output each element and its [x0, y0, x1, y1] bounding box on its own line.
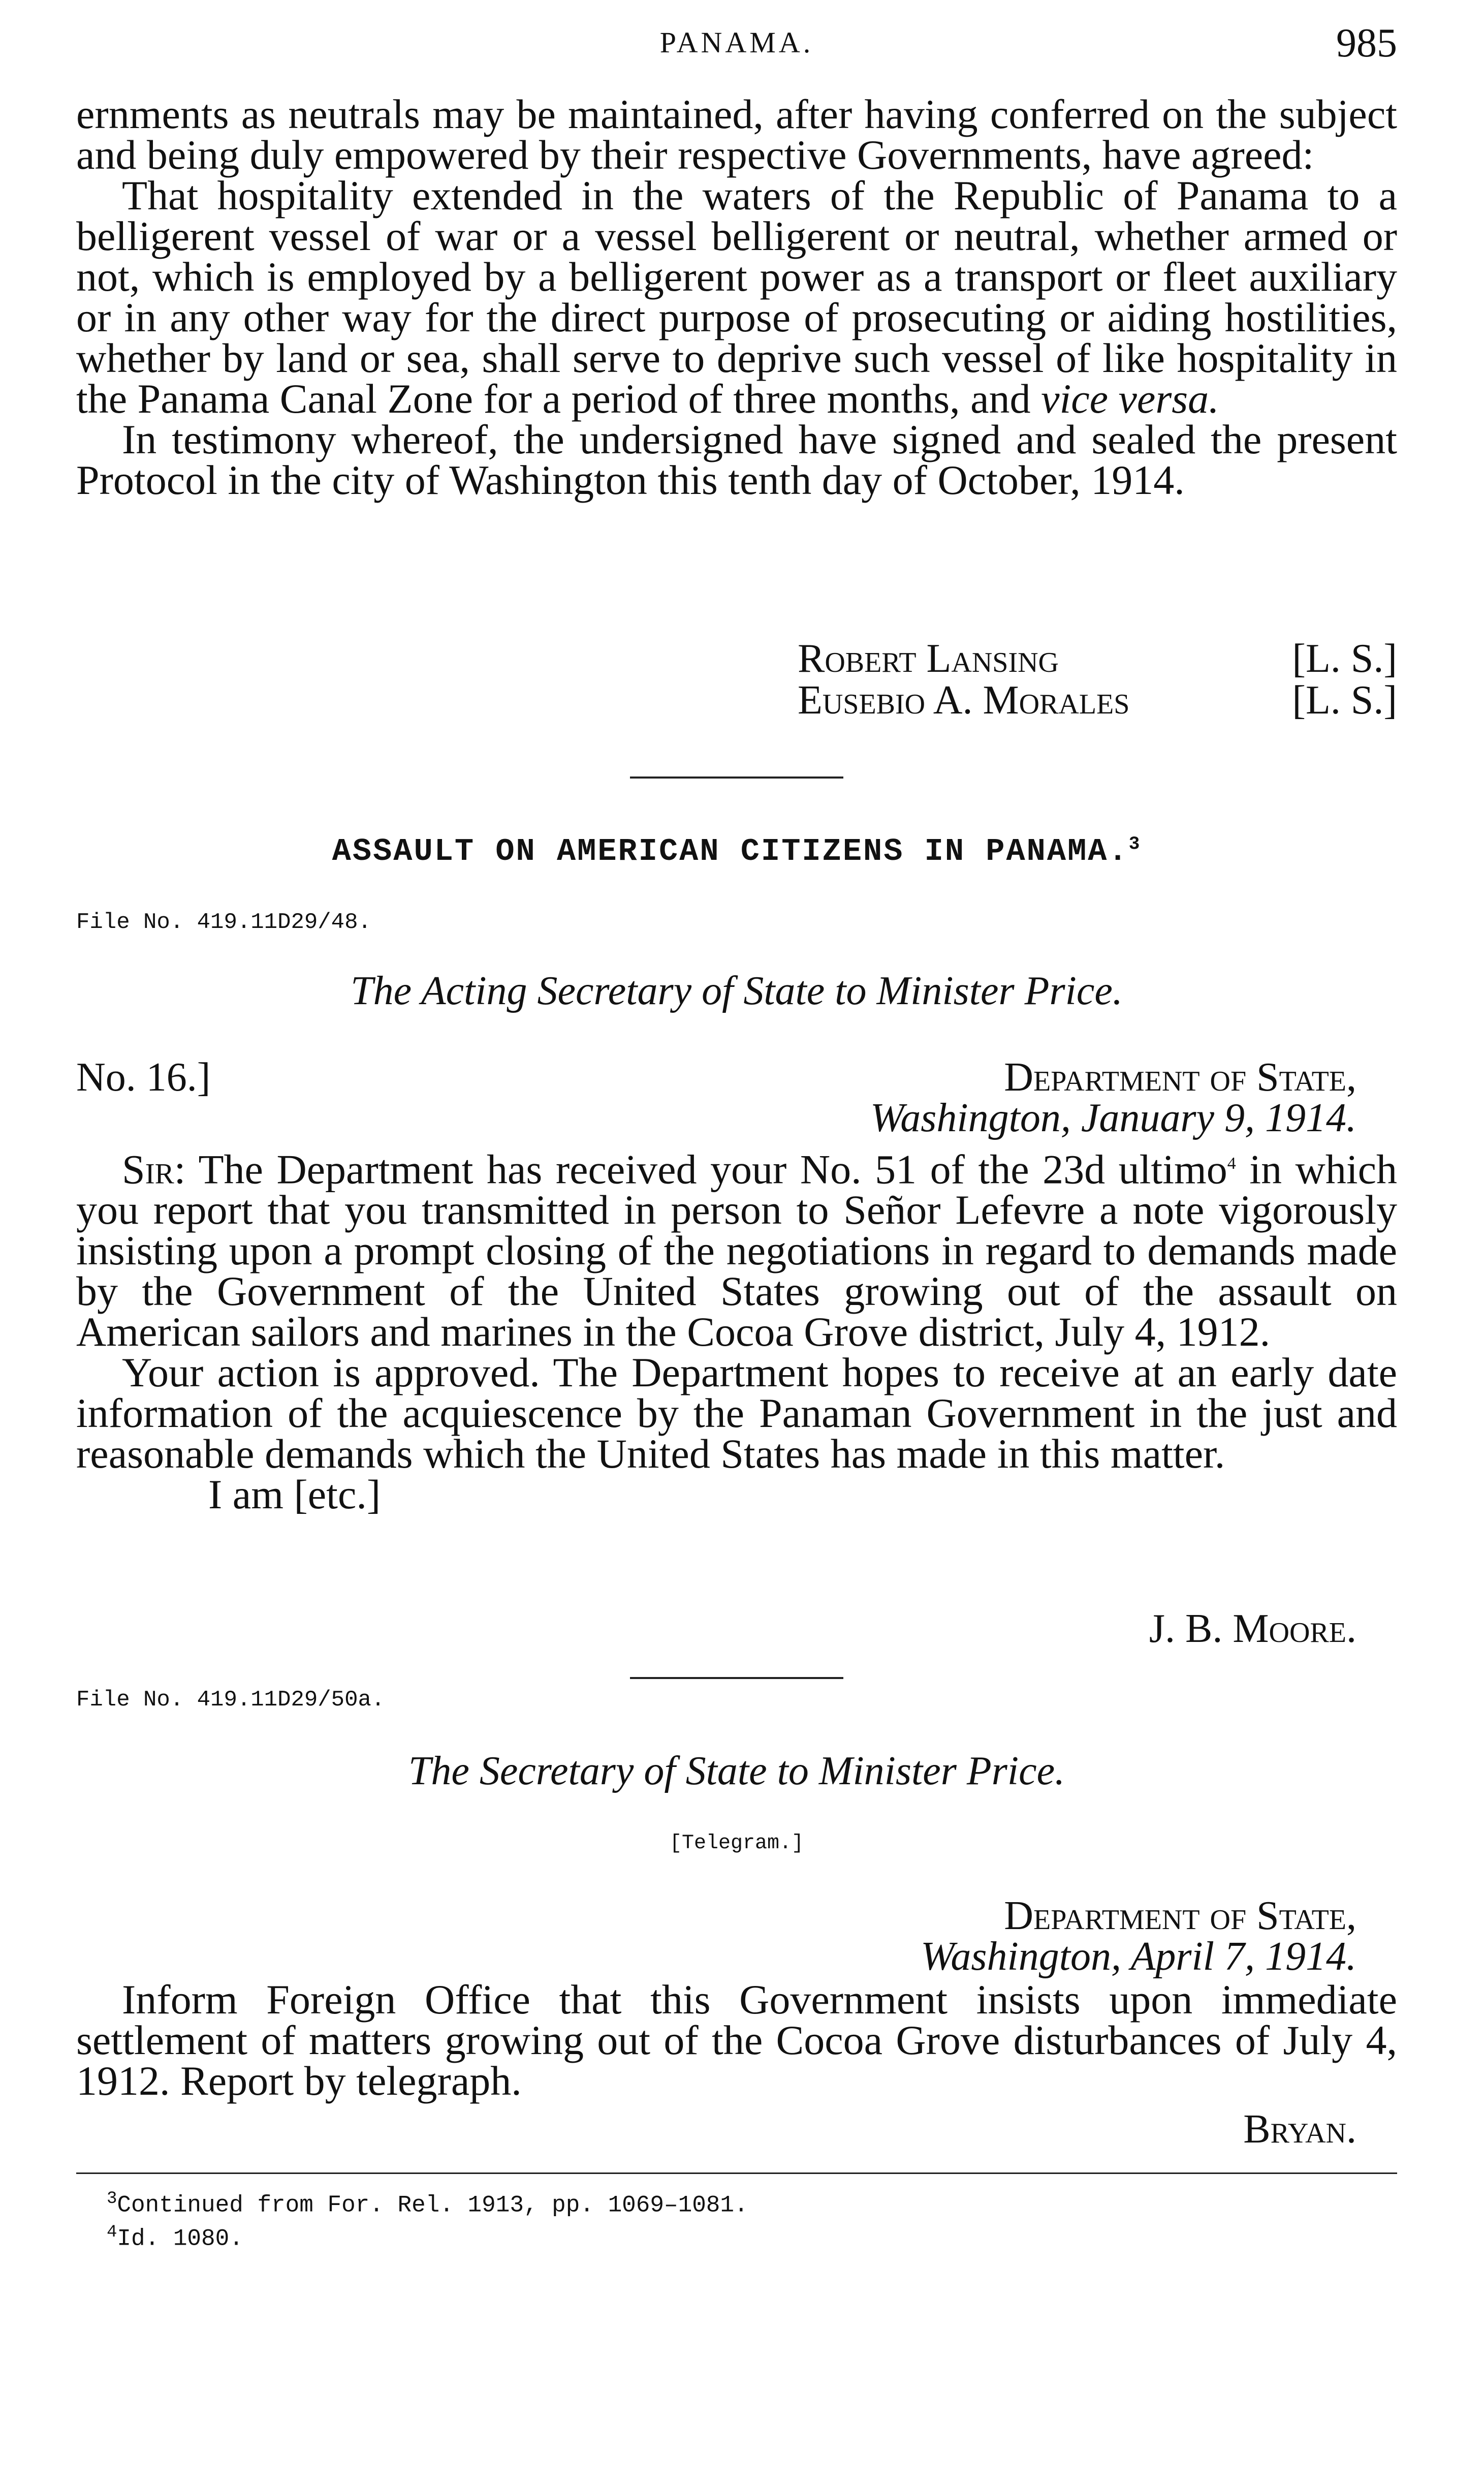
signature-row	[798, 638, 1397, 679]
footnote-marker: 4	[1227, 1154, 1236, 1173]
protocol-paragraph-3: In testimony whereof, the undersigned have signed and sealed the present Protocol in the city of Washington this tenth day of October, 1914.	[76, 416, 1397, 503]
letter-paragraph-1-text-a: The Department has received your No. 51 of the 23d ultimo	[198, 1146, 1227, 1193]
footnote-rule	[76, 2172, 1397, 2174]
footnote-marker: 3	[1128, 833, 1142, 855]
telegram-body	[76, 1976, 1397, 2104]
letter-paragraph-1-text-b: in which you report that you transmitted in person to Señor Lefevre a note vigorously insisting upon a prompt closing of the negotiations in regard to demands made by the Government of the United States growing out of the assault on American sailors and marines in the Cocoa Grove district, July 4, 1912.	[76, 1146, 1397, 1355]
footnote-text: Continued from For. Rel. 1913, pp. 1069–1081.	[117, 2192, 748, 2219]
section-divider	[630, 1677, 843, 1679]
footnote	[107, 2185, 748, 2219]
telegram-signature: Bryan.	[1243, 2107, 1356, 2152]
telegram-paragraph: Inform Foreign Office that this Government insists upon immediate settlement of matters growing out of the Cocoa Grove disturbances of July 4, 1912. Report by telegraph.	[76, 1976, 1397, 2104]
letter-signature: J. B. Moore.	[1149, 1606, 1356, 1651]
signature-row	[798, 679, 1397, 721]
protocol-signatures	[798, 638, 1397, 721]
footnote	[107, 2219, 748, 2252]
letter-body	[76, 1143, 1397, 1518]
footnote-mark: 4	[107, 2223, 117, 2243]
page-number: 985	[1336, 21, 1397, 66]
running-head	[76, 20, 1397, 66]
running-head-title: PANAMA.	[659, 26, 814, 59]
place-date-line: Washington, January 9, 1914.	[870, 1096, 1356, 1140]
section-heading	[76, 833, 1397, 870]
document-number: No. 16.]	[76, 1055, 211, 1100]
seal-mark: [L. S.]	[1292, 678, 1397, 723]
protocol-vice-versa: vice versa.	[1041, 376, 1219, 422]
protocol-paragraph-1: ernments as neutrals may be maintained, after having conferred on the subject and being duly empowered by their respective Governments, have agreed:	[76, 91, 1397, 178]
document-title: The Acting Secretary of State to Minister Price.	[351, 969, 1123, 1013]
letter-paragraph-2: Your action is approved. The Department hopes to receive at an early date information of the acquiescence by the Panaman Government in the just and reasonable demands which the United States has made in this matter.	[76, 1349, 1397, 1477]
seal-mark: [L. S.]	[1292, 636, 1397, 681]
letter-paragraph-1	[76, 1143, 1397, 1355]
protocol-paragraph-2-text: That hospitality extended in the waters of the Republic of Panama to a belligerent vessel of war or a vessel belligerent or neutral, whether armed or not, which is employed by a belligerent power as a transport or fleet auxiliary or in any other way for the direct purpose of prosecuting or aiding hostilities, whether by land or sea, shall serve to deprive such vessel of like hospitality in the Panama Canal Zone for a period of three months, and	[76, 172, 1397, 422]
telegram-label: [Telegram.]	[669, 1832, 804, 1855]
document-title: The Secretary of State to Minister Price.	[408, 1749, 1065, 1793]
footnote-mark: 3	[107, 2189, 117, 2209]
protocol-text	[76, 91, 1397, 503]
section-divider	[630, 777, 843, 779]
file-number: File No. 419.11D29/48.	[76, 910, 371, 935]
footnotes	[107, 2185, 748, 2253]
place-date-line: Washington, April 7, 1914.	[921, 1934, 1356, 1979]
file-number: File No. 419.11D29/50a.	[76, 1687, 385, 1713]
section-heading-text: ASSAULT ON AMERICAN CITIZENS IN PANAMA.	[332, 833, 1129, 870]
footnote-text: Id. 1080.	[117, 2225, 243, 2252]
department-line: Department of State,	[1004, 1055, 1356, 1100]
signatory-name: Robert Lansing	[798, 636, 1059, 681]
department-line: Department of State,	[1004, 1893, 1356, 1938]
signatory-name: Eusebio A. Morales	[798, 678, 1130, 723]
salutation: Sir:	[122, 1146, 186, 1193]
protocol-paragraph-2	[76, 172, 1397, 422]
letter-closing: I am [etc.]	[208, 1471, 381, 1518]
